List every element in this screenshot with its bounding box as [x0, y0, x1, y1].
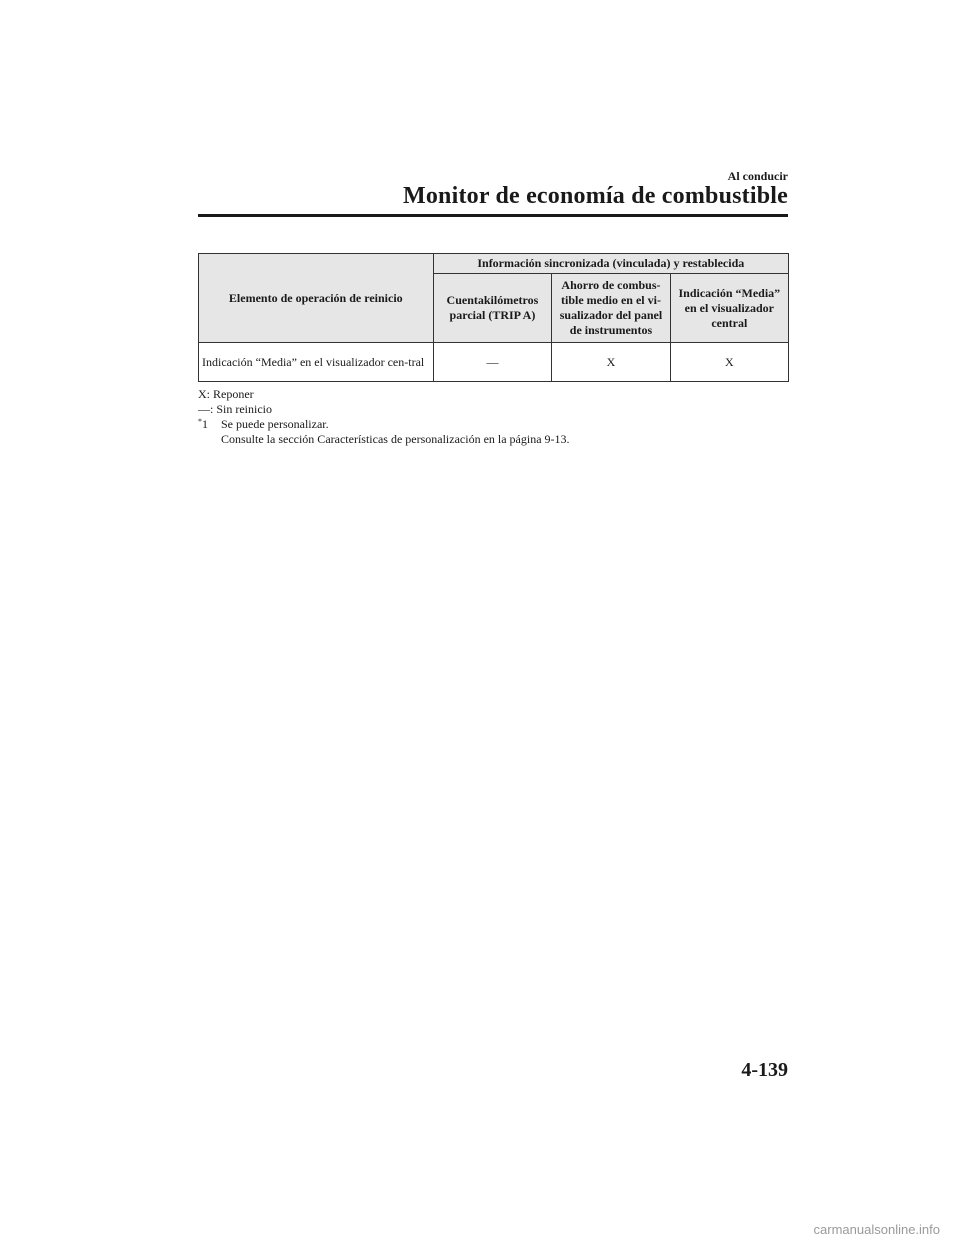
- header-trip-a: Cuentakilómetros parcial (TRIP A): [433, 274, 552, 343]
- footnote-marker: [198, 417, 208, 432]
- cell-avg-fuel-economy: X: [552, 343, 670, 382]
- legend-x: X: Reponer: [198, 387, 254, 401]
- header-reset-element: Elemento de operación de reinicio: [199, 254, 434, 343]
- table-header-row: [199, 254, 789, 274]
- footnote-number: 1: [202, 417, 208, 431]
- reset-items-table: [198, 253, 789, 382]
- footnote-line-1: Se puede personalizar.: [221, 417, 329, 431]
- legend-dash: —: Sin reinicio: [198, 402, 272, 416]
- table-row: [199, 343, 789, 382]
- header-avg-fuel-economy: Ahorro de combus-tible medio en el vi-sualizador del panel de instrumentos: [552, 274, 670, 343]
- page-title: Monitor de economía de combustible: [403, 183, 788, 209]
- cell-media-indication: X: [670, 343, 788, 382]
- footnote: [198, 417, 570, 447]
- page-number: 4-139: [741, 1059, 788, 1081]
- section-label: Al conducir: [727, 169, 788, 183]
- header-media-indication: Indicación “Media” en el visualizador central: [670, 274, 788, 343]
- table-notes: [198, 387, 570, 447]
- title-rule: [198, 214, 788, 217]
- footnote-line-2: Consulte la sección Características de personalización en la página 9-13.: [221, 432, 570, 446]
- cell-trip-a: —: [433, 343, 552, 382]
- header-synced-info: Información sincronizada (vinculada) y restablecida: [433, 254, 788, 274]
- watermark: carmanualsonline.info: [813, 1222, 940, 1237]
- footnote-star: *: [198, 417, 202, 426]
- row-label: Indicación “Media” en el visualizador cen-tral: [199, 343, 434, 382]
